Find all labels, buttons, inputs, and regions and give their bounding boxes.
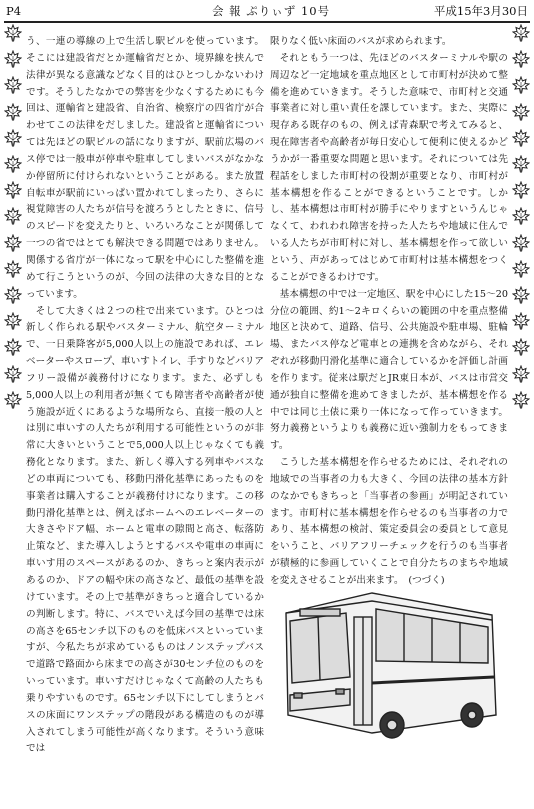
page-header <box>6 2 528 20</box>
maple-leaf-icon <box>512 103 530 121</box>
issue-date: 平成15年3月30日 <box>433 4 528 18</box>
left-leaf-border <box>2 24 24 804</box>
maple-leaf-icon <box>512 129 530 147</box>
maple-leaf-icon <box>512 260 530 278</box>
maple-leaf-icon <box>512 338 530 356</box>
maple-leaf-icon <box>4 155 22 173</box>
maple-leaf-icon <box>512 50 530 68</box>
article-paragraph: それともう一つは、先ほどのバスターミナルや駅の周辺など一定地域を重点地区として市町村が決めて整備を進めていきます。そうした意味で、市町村と交通事業者に対し重い責任を課しています。また、実際に現存ある既存のもの、例えば青森駅で考えてみると、現在障害者や高齢者が毎日安心して便利に使えるかどうかが一番重要な問題と思います。それについては先程話をしました市町村の役割が重要となり、市町村が基本構想を作ることができるということです。しかし、基本構想は市町村が勝手にやりますというんじゃなくて、われわれ障害を持った人たちや地域に住んでいる人たちが市町村に対し、基本構想を作って欲しいという、声があってはじめて市町村は基本構想をつくることができるわけです。 <box>270 52 508 283</box>
maple-leaf-icon <box>512 155 530 173</box>
maple-leaf-icon <box>4 50 22 68</box>
article-paragraph: こうした基本構想を作らせるためには、それぞれの地域での当事者の力も大きく、今回の法律の基本方針のなかでもきちっと「当事者の参画」が明記されています。市町村に基本構想を作らせるのも当事者の力であり、基本構想の検討、策定委員会の委員として意見をいうこと、バリアフリーチェックを行うのも当事者が積極的に参画していくことで自分たちのまちや地域を変えさせることが出来ます。 (つづく) <box>270 457 508 586</box>
newsletter-title: 会 報 ぷりぃず 10号 <box>212 4 331 18</box>
maple-leaf-icon <box>4 24 22 42</box>
right-leaf-border <box>510 24 532 804</box>
bus-icon <box>276 565 504 755</box>
article-right-column <box>270 34 508 586</box>
maple-leaf-icon <box>512 391 530 409</box>
article-paragraph: 限りなく低い床面のバスが求められます。 <box>270 36 452 47</box>
maple-leaf-icon <box>4 312 22 330</box>
article-paragraph: う、一連の導線の上で生活し駅ビルを使っています。そこには建設省だとか運輸省だとか、境界線を挟んで法律が異なる意識などなく目的はひとつしかないわけです。そうしたなかでの弊害を少なくするためにも今回は、運輸省と建設省、自治省、検察庁の四省庁が合わせてこの法律をだしました。建設省と運輸省については先ほどの駅ビルの話になりますが、駅前広場のバス停では一般車が停車や駐車してしまいバスがなかなか停留所に付けられないということがある。また放置自転車が駅前にいっぱい置かれてしまったり、さらに視覚障害の人たちが信号を渡ろうとしたときに、信号のスピードを変えたりと、いろいろなことが関係して一つの省ではとても解決できる問題ではありません。関係する省庁が一体になって駅を中心にした整備を進めて行こうというのが、今回の法律の大きな目的となっています。 <box>26 36 264 300</box>
page-number: P4 <box>6 4 22 18</box>
maple-leaf-icon <box>4 260 22 278</box>
maple-leaf-icon <box>512 234 530 252</box>
article-left-column <box>26 34 264 804</box>
header-rule <box>4 21 530 23</box>
maple-leaf-icon <box>4 181 22 199</box>
maple-leaf-icon <box>512 76 530 94</box>
maple-leaf-icon <box>512 312 530 330</box>
maple-leaf-icon <box>4 234 22 252</box>
maple-leaf-icon <box>4 286 22 304</box>
maple-leaf-icon <box>4 391 22 409</box>
article-paragraph: そして大きくは２つの柱で出来ています。ひとつは新しく作られる駅やバスターミナル、航空ターミナルで、一日乗降客が5,000人以上の施設であれば、エレベーターやスロープ、車いすトイレ、手すりなどバリアフリー設備が義務付けになります。また、必ずしも5,000人以上の利用者が無くても障害者や高齢者が使う施設が近くにあるような場所なら、直接一般の人とは別に車いすの人たちが利用する可能性というのが非常に大きいということで5,000人以上じゃなくても義務化となります。また、新しく導入する列車やバスなどの車両についても、移動円滑化基準にあったものを事業者は購入することが義務付けになります。この移動円滑化基準とは、例えばホームへのエレベーターの大きさやドア幅、ホームと電車の隙間と高さ、転落防止策など、また導入しようとするバスや電車の車両に車いす用のスペースがあるのか、きちっと案内表示があるのか、ドアの幅や床の高さなど、最低の基準を設けています。その上で基準がきちっと適合しているかの判断します。特に、バスでいえば今回の基準では床の高さを65センチ以下のものを低床バスといっていますが、今私たちが求めているものはノンステップバスで道路で路面から床までの高さが30センチ位のものをいっています。車いすだけじゃなくて高齢の人たちも乗りやすいものです。65センチ以下にしてしまうとバスの床面にワンステップの階段がある構造のものが導入されてしまう可能性が高くなります。そういう意味では <box>26 305 264 755</box>
maple-leaf-icon <box>4 103 22 121</box>
maple-leaf-icon <box>4 207 22 225</box>
maple-leaf-icon <box>512 207 530 225</box>
maple-leaf-icon <box>4 338 22 356</box>
maple-leaf-icon <box>4 365 22 383</box>
maple-leaf-icon <box>512 24 530 42</box>
maple-leaf-icon <box>512 181 530 199</box>
maple-leaf-icon <box>512 365 530 383</box>
maple-leaf-icon <box>4 76 22 94</box>
article-paragraph: 基本構想の中では一定地区、駅を中心にした15〜20分位の範囲、約1〜2キロくらいの範囲の中を重点整備地区と決めて、道路、信号、公共施設や駐車場、駐輪場、またバス停など電車との連携を含めながら、それぞれが移動円滑化基準に適合しているかを評価し計画を作ります。従来は駅だとJR東日本が、バスは市営交通が独自に整備を進めてきましたが、基本構想を作る中では同じ土俵に乗り一体になって作っていきます。努力義務というよりも義務に近い強制力をもってきます。 <box>270 288 508 452</box>
maple-leaf-icon <box>4 129 22 147</box>
maple-leaf-icon <box>512 286 530 304</box>
